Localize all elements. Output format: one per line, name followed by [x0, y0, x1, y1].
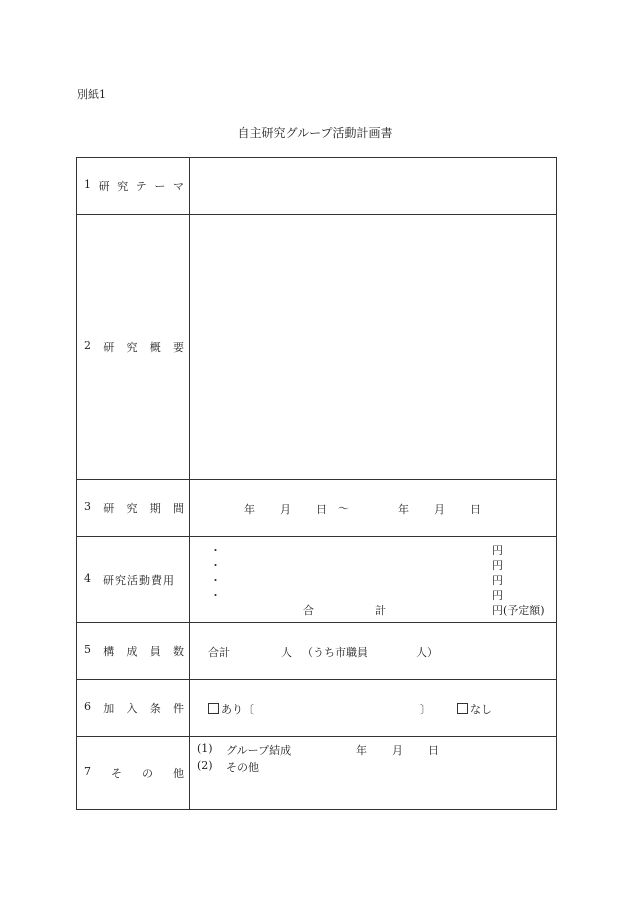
field-research-overview[interactable]: [190, 215, 557, 480]
label-char: 究: [126, 341, 138, 354]
expense-yen: 円: [492, 544, 503, 557]
label-char: マ: [172, 180, 184, 193]
condition-bracket-close: 〕: [420, 703, 431, 716]
label-research-expenses: [77, 537, 190, 623]
attachment-label: 別紙1: [77, 88, 106, 101]
plan-form-table: [76, 157, 557, 810]
label-char: 加: [103, 702, 115, 715]
checkbox-icon[interactable]: [208, 703, 219, 714]
row-other: [77, 737, 557, 810]
field-research-period[interactable]: [190, 480, 557, 537]
condition-no-label: なし: [470, 703, 492, 716]
label-char: 期: [149, 502, 161, 515]
row-number: 4: [84, 571, 91, 585]
row-number: 5: [84, 643, 91, 656]
field-other[interactable]: [190, 737, 557, 810]
field-join-conditions: [190, 680, 557, 737]
expense-bullet: ・: [210, 589, 221, 602]
label-char: 研: [103, 502, 115, 515]
other-item1-label: グループ結成: [226, 744, 292, 757]
start-year-unit: 年: [244, 503, 255, 516]
other-item1-year: 年: [356, 744, 367, 757]
row-research-period: [77, 480, 557, 537]
document-title: 自主研究グループ活動計画書: [237, 126, 393, 140]
label-char: そ: [111, 767, 122, 780]
members-city-staff-label: （うち市職員: [302, 646, 368, 659]
condition-no-option[interactable]: [457, 701, 492, 717]
label-text: 研究活動費用: [103, 573, 175, 587]
expense-total-right: 計: [375, 604, 386, 617]
row-number: 2: [84, 339, 91, 352]
row-join-conditions: [77, 680, 557, 737]
label-char: 他: [173, 767, 184, 780]
label-char: 条: [149, 702, 161, 715]
members-total-label: 合計: [208, 646, 230, 659]
field-research-expenses[interactable]: [190, 537, 557, 623]
expense-bullet: ・: [210, 559, 221, 572]
condition-detail-field[interactable]: [260, 697, 418, 715]
label-char: 構: [103, 645, 115, 658]
members-person-unit: 人: [281, 646, 292, 659]
start-month-unit: 月: [280, 503, 291, 516]
field-member-count[interactable]: [190, 623, 557, 680]
label-char: 員: [149, 645, 161, 658]
other-item1-day: 日: [428, 744, 439, 757]
label-research-overview: [77, 215, 190, 480]
condition-yes-label: あり〔: [221, 703, 254, 716]
other-item2-label: その他: [226, 761, 259, 774]
other-item2-number: (2): [197, 759, 213, 772]
expense-total-left: 合: [303, 604, 314, 617]
label-char: 間: [173, 502, 184, 515]
start-day-unit: 日: [316, 503, 327, 516]
row-number: 7: [84, 765, 91, 778]
label-char: の: [142, 767, 153, 780]
label-char: 件: [173, 702, 184, 715]
label-char: 成: [126, 645, 138, 658]
label-char: 数: [173, 645, 184, 658]
label-char: 要: [173, 341, 184, 354]
row-member-count: [77, 623, 557, 680]
row-number: 6: [84, 700, 91, 713]
expense-total-yen: 円(予定額): [492, 604, 545, 617]
label-char: 究: [117, 180, 129, 193]
expense-yen: 円: [492, 574, 503, 587]
field-research-theme[interactable]: [190, 158, 557, 215]
label-char: 研: [103, 341, 115, 354]
label-member-count: [77, 623, 190, 680]
condition-yes-option[interactable]: [208, 701, 254, 717]
row-research-expenses: [77, 537, 557, 623]
other-item1-month: 月: [392, 744, 403, 757]
row-number: 3: [84, 500, 91, 513]
label-char: 究: [126, 502, 138, 515]
checkbox-icon[interactable]: [457, 703, 468, 714]
label-join-conditions: [77, 680, 190, 737]
end-month-unit: 月: [434, 503, 445, 516]
row-research-theme: [77, 158, 557, 215]
label-char: 概: [149, 341, 161, 354]
period-tilde: ～: [338, 502, 349, 515]
other-item1-number: (1): [197, 742, 213, 755]
end-day-unit: 日: [470, 503, 481, 516]
end-year-unit: 年: [398, 503, 409, 516]
row-number: 1: [84, 178, 91, 191]
expense-bullet: ・: [210, 544, 221, 557]
label-char: テ: [135, 180, 147, 193]
expense-bullet: ・: [210, 574, 221, 587]
expense-yen: 円: [492, 589, 503, 602]
label-char: ー: [154, 180, 166, 193]
row-research-overview: [77, 215, 557, 480]
label-research-period: [77, 480, 190, 537]
label-char: 研: [98, 180, 110, 193]
label-other: [77, 737, 190, 810]
label-char: 入: [126, 702, 138, 715]
label-research-theme: [77, 158, 190, 215]
members-city-staff-unit: 人）: [416, 646, 438, 659]
expense-yen: 円: [492, 559, 503, 572]
